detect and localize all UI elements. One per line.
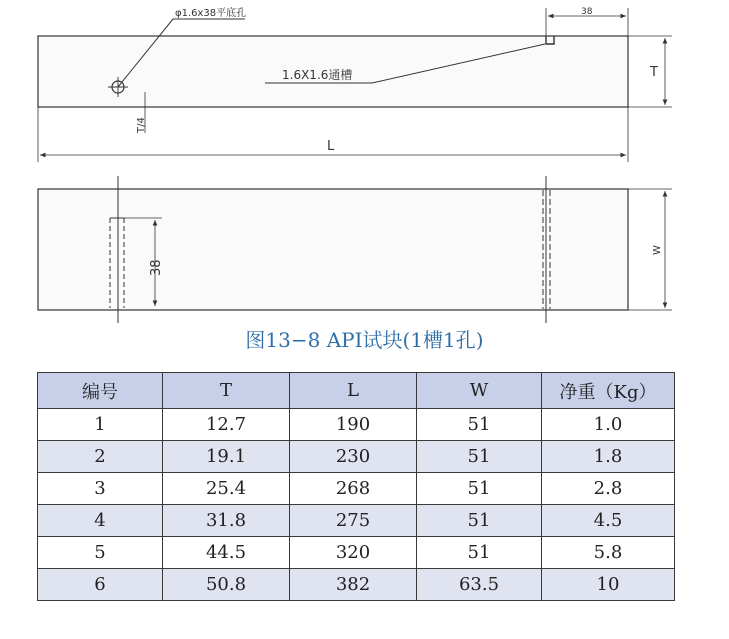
table-cell: 230 — [290, 441, 417, 473]
spec-table — [37, 372, 675, 601]
slot-note: 1.6X1.6通槽 — [282, 68, 353, 82]
table-cell: 2.8 — [542, 473, 675, 505]
table-cell: 190 — [290, 409, 417, 441]
table-cell: 268 — [290, 473, 417, 505]
table-cell: 51 — [417, 473, 542, 505]
table-row — [38, 537, 675, 569]
table-row — [38, 569, 675, 601]
table-cell: 63.5 — [417, 569, 542, 601]
table-cell: 51 — [417, 409, 542, 441]
table-cell: 275 — [290, 505, 417, 537]
table-cell: 320 — [290, 537, 417, 569]
table-cell: 4 — [38, 505, 163, 537]
hole-note: φ1.6x38平底孔 — [175, 8, 247, 19]
table-cell: 12.7 — [163, 409, 290, 441]
dim-38-side-label: 38 — [149, 259, 164, 276]
table-cell: 10 — [542, 569, 675, 601]
header-weight: 净重（Kg） — [542, 373, 675, 409]
table-cell: 5.8 — [542, 537, 675, 569]
header-l: L — [290, 373, 417, 409]
dim-t-label: T — [650, 65, 658, 80]
top-view-block — [38, 189, 628, 310]
table-cell: 51 — [417, 505, 542, 537]
table-cell: 1.0 — [542, 409, 675, 441]
table-cell: 19.1 — [163, 441, 290, 473]
figure-caption: 图13−8 API试块(1槽1孔) — [245, 328, 484, 352]
table-row — [38, 409, 675, 441]
header-number: 编号 — [38, 373, 163, 409]
table-cell: 1.8 — [542, 441, 675, 473]
header-w: W — [417, 373, 542, 409]
dim-t4-label: T/4 — [136, 117, 147, 133]
table-cell: 5 — [38, 537, 163, 569]
table-cell: 31.8 — [163, 505, 290, 537]
dim-l-label: L — [327, 139, 335, 154]
table-cell: 51 — [417, 441, 542, 473]
table-row — [38, 441, 675, 473]
top-view — [38, 176, 672, 323]
header-t: T — [163, 373, 290, 409]
dim-38-top: 38 — [581, 7, 593, 17]
table-cell: 1 — [38, 409, 163, 441]
table-row — [38, 505, 675, 537]
table-row — [38, 473, 675, 505]
table-cell: 2 — [38, 441, 163, 473]
table-header-row — [38, 373, 675, 409]
table-cell: 4.5 — [542, 505, 675, 537]
table-cell: 6 — [38, 569, 163, 601]
table-cell: 25.4 — [163, 473, 290, 505]
table-cell: 382 — [290, 569, 417, 601]
table-cell: 51 — [417, 537, 542, 569]
front-view — [38, 8, 672, 162]
dim-w-label: W — [652, 245, 663, 255]
table-cell: 44.5 — [163, 537, 290, 569]
table-cell: 3 — [38, 473, 163, 505]
table-cell: 50.8 — [163, 569, 290, 601]
